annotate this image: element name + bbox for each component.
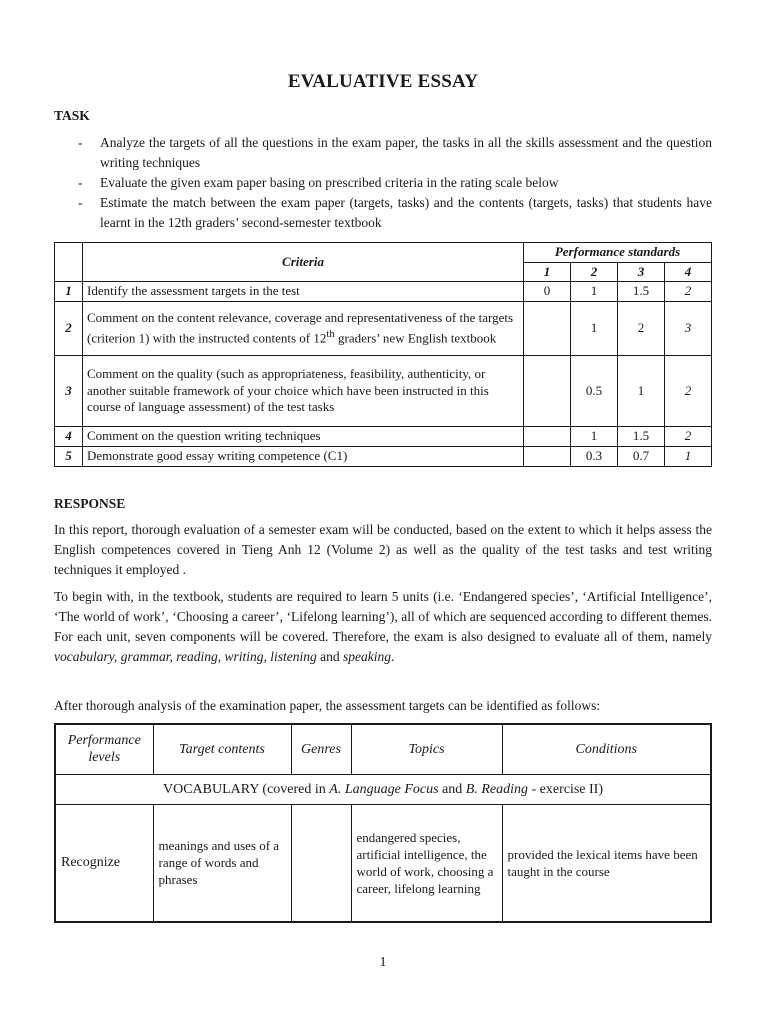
task-bullet: - Evaluate the given exam paper basing on prescribed criteria in the rating scale below	[78, 175, 559, 190]
targets-header: Genres	[291, 724, 351, 774]
criteria-header: Criteria	[83, 243, 524, 282]
level-header: 3	[618, 263, 665, 282]
targets-row	[55, 804, 711, 922]
page-number: 1	[379, 955, 387, 970]
criterion-text: Comment on the question writing techniques	[83, 427, 524, 447]
topics: endangered species, artificial intelligence, the world of work, choosing a career, lifelong learning	[351, 804, 502, 922]
criteria-row: 5 Demonstrate good essay writing competence (C1) 0.3 0.7 1	[55, 447, 712, 467]
document-title: EVALUATIVE ESSAY	[287, 71, 479, 92]
targets-header: Performance levels	[55, 724, 153, 774]
targets-header: Target contents	[153, 724, 291, 774]
performance-level: Recognize	[55, 804, 153, 922]
criteria-table	[54, 242, 712, 467]
level-header: 2	[571, 263, 618, 282]
criteria-row: 2 Comment on the content relevance, coverage and representativeness of the targets (criterion 1) with the instructed contents of 12th graders’ new English textbook 1 2 3	[55, 302, 712, 356]
conditions: provided the lexical items have been taught in the course	[502, 804, 711, 922]
standards-header: Performance standards	[524, 243, 712, 263]
task-heading: TASK	[54, 108, 90, 123]
level-header: 1	[524, 263, 571, 282]
criterion-text: Comment on the content relevance, coverage and representativeness of the targets (criterion 1) with the instructed contents of 12th graders’ new English textbook	[83, 302, 524, 356]
criterion-text: Demonstrate good essay writing competence (C1)	[83, 447, 524, 467]
target-content: meanings and uses of a range of words and phrases	[153, 804, 291, 922]
task-bullet-list	[54, 133, 712, 233]
targets-header: Topics	[351, 724, 502, 774]
response-heading: RESPONSE	[54, 496, 126, 511]
response-paragraph: To begin with, in the textbook, students are required to learn 5 units (i.e. ‘Endangered species’, ‘Artificial Intelligence’, ‘The world of work’, ‘Choosing a career’, ‘Lifelong learning’), all of which are sequenced according to different themes. For each unit, seven components will be covered. Therefore, the exam is also designed to evaluate all of them, namely vocabulary, grammar, reading, writing, listening and speaking.	[54, 589, 712, 664]
response-paragraph: In this report, thorough evaluation of a semester exam will be conducted, based on the extent to which it helps assess the English competences covered in Tieng Anh 12 (Volume 2) as well as the quality of the test tasks and test writing techniques it employed .	[54, 522, 712, 577]
task-bullet: - Analyze the targets of all the questions in the exam paper, the tasks in all the skills assessment and the question writing techniques	[78, 135, 712, 170]
vocabulary-section-row: VOCABULARY (covered in A. Language Focus and B. Reading - exercise II)	[55, 774, 711, 804]
genre	[291, 804, 351, 922]
level-header: 4	[665, 263, 712, 282]
targets-table	[54, 723, 712, 923]
targets-header: Conditions	[502, 724, 711, 774]
task-bullet: - Estimate the match between the exam paper (targets, tasks) and the contents (targets, tasks) that students have learnt in the 12th graders’ second-semester textbook	[78, 195, 712, 230]
criterion-text: Comment on the quality (such as appropriateness, feasibility, authenticity, or another suitable framework of your choice which have been instructed in this course of language assessment) of the test tasks	[83, 356, 524, 427]
criteria-corner-cell	[55, 243, 83, 282]
criteria-row: 1 Identify the assessment targets in the test 0 1 1.5 2	[55, 282, 712, 302]
response-paragraph: After thorough analysis of the examination paper, the assessment targets can be identified as follows:	[54, 698, 601, 713]
criterion-text: Identify the assessment targets in the test	[83, 282, 524, 302]
criteria-row: 4 Comment on the question writing techniques 1 1.5 2	[55, 427, 712, 447]
criteria-row: 3 Comment on the quality (such as appropriateness, feasibility, authenticity, or another suitable framework of your choice which have been instructed in this course of language assessment) of the test tasks 0.5 1 2	[55, 356, 712, 427]
